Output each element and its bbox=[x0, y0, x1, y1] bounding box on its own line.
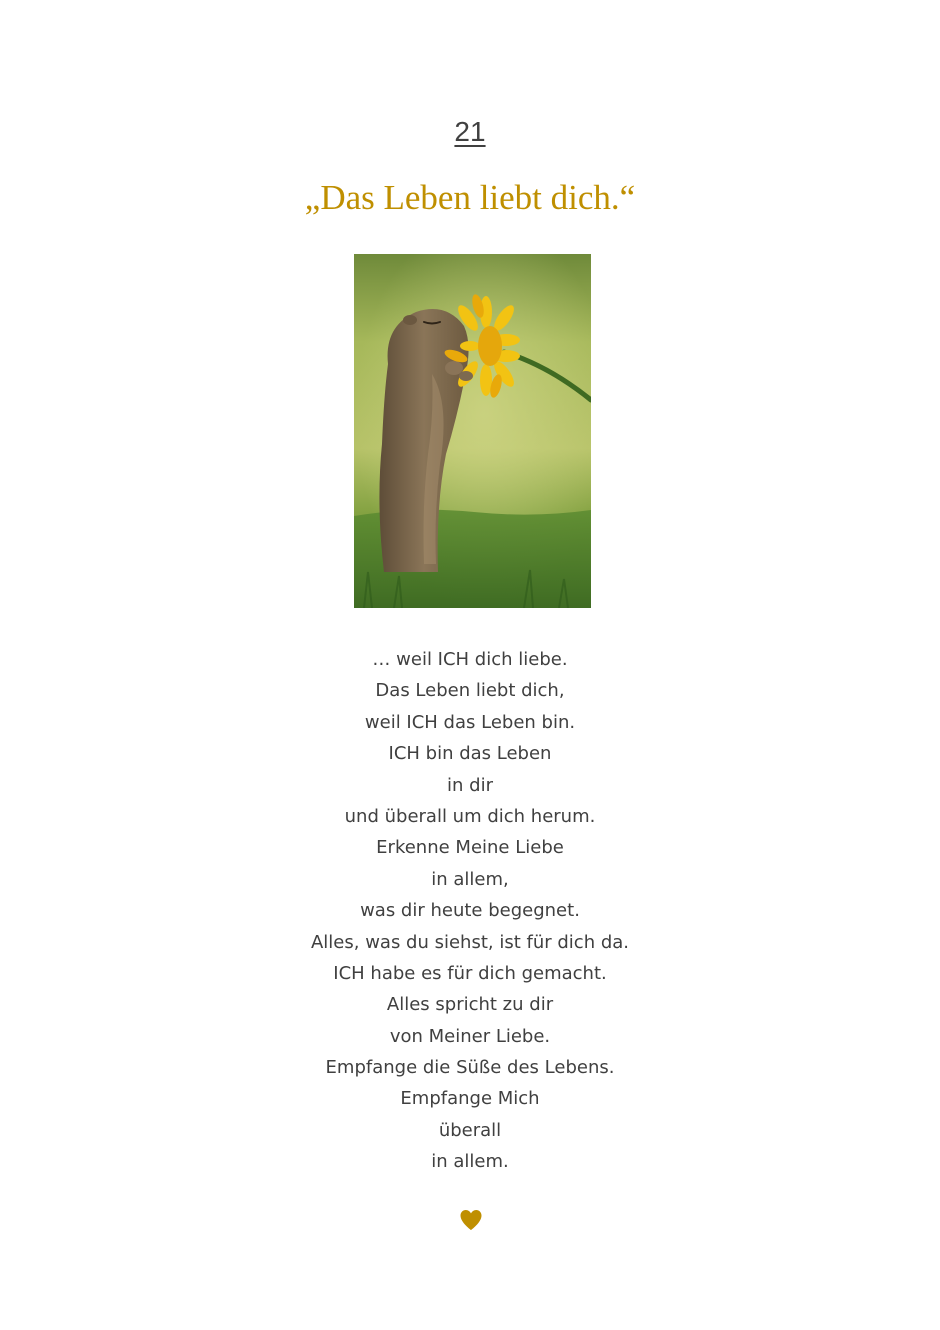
poem-line: Alles, was du siehst, ist für dich da. bbox=[310, 931, 629, 953]
poem-line: überall bbox=[438, 1119, 502, 1141]
poem-line: und überall um dich herum. bbox=[344, 805, 596, 827]
poem-line: weil ICH das Leben bin. bbox=[364, 711, 576, 733]
poem-line: … weil ICH dich liebe. bbox=[372, 649, 568, 670]
poem-line: was dir heute begegnet. bbox=[360, 900, 580, 922]
poem-line: in allem. bbox=[431, 1151, 509, 1173]
page-number: 21 bbox=[454, 116, 486, 147]
poem-line: Empfange Mich bbox=[400, 1088, 540, 1110]
poem-line: in allem, bbox=[431, 868, 509, 890]
poem bbox=[0, 644, 940, 1178]
poem-line: in dir bbox=[447, 774, 493, 796]
heart-icon bbox=[459, 1208, 483, 1232]
poem-line: Das Leben liebt dich, bbox=[375, 680, 565, 702]
poem-line: Alles spricht zu dir bbox=[386, 994, 554, 1016]
poem-line: ICH bin das Leben bbox=[388, 743, 552, 765]
poem-line: ICH habe es für dich gemacht. bbox=[333, 962, 607, 984]
poem-line: Erkenne Meine Liebe bbox=[376, 837, 564, 859]
squirrel-flower-photo bbox=[354, 254, 591, 608]
poem-line: Empfange die Süße des Lebens. bbox=[325, 1057, 615, 1079]
page-title: „Das Leben liebt dich.“ bbox=[304, 178, 636, 217]
poem-line: von Meiner Liebe. bbox=[389, 1025, 551, 1047]
